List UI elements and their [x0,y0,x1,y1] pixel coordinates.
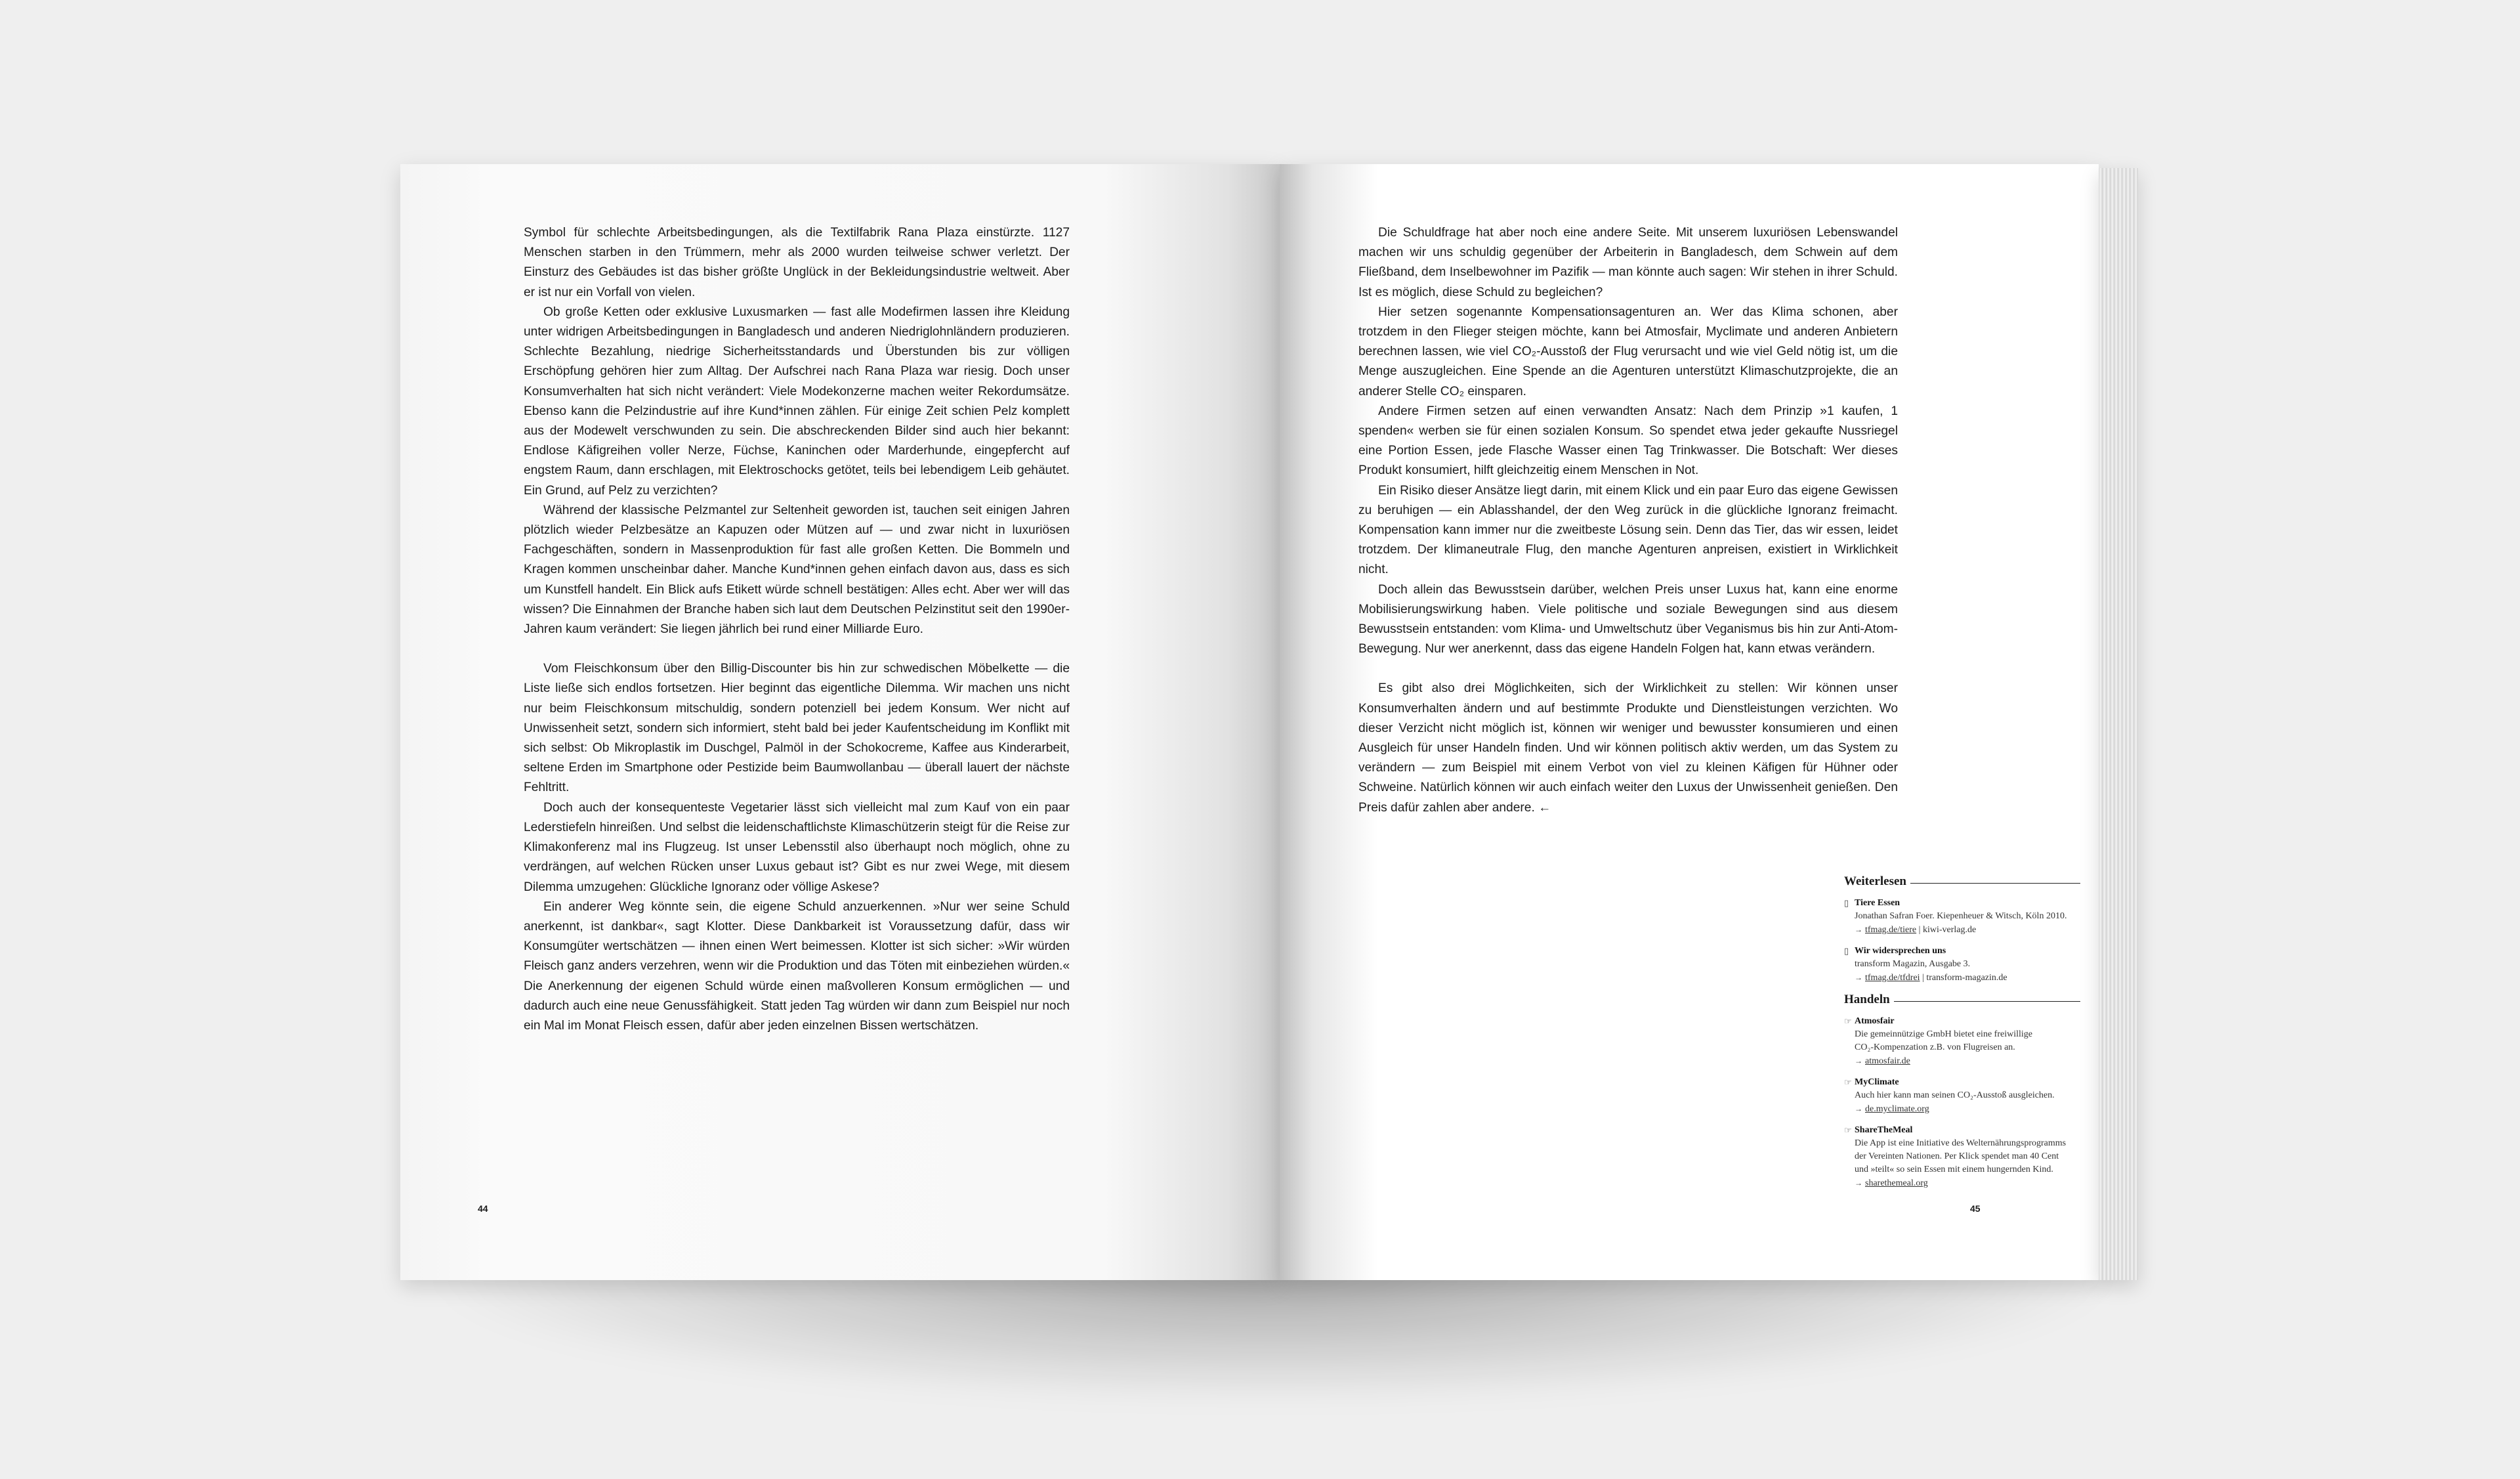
paragraph: Hier setzen sogenannte Kompensationsagenturen an. Wer das Klima schonen, aber trotzdem in den Flieger steigen möchte, kann bei Atmosfair, Myclimate und anderen Anbietern berechnen lassen, wie viel CO₂-Ausstoß der Flug verursacht und wie viel Geld nötig ist, um die Menge auszugleichen. Eine Spende an die Agenturen unterstützt Klimaschutzprojekte, die an anderer Stelle CO₂ einsparen. [1358,305,1898,398]
right-page [1280,164,2099,1280]
arrow-icon: → [1855,973,1862,982]
page-edges [2099,168,2138,1280]
hand-icon: ☞ [1844,1016,1852,1026]
arrow-icon: → [1855,1104,1862,1113]
paragraph: Es gibt also drei Möglichkeiten, sich der Wirklichkeit zu stellen: Wir können unser Konsumverhalten ändern und auf bestimmte Produkte und Dienstleistungen verzichten. Wo dieser Verzicht nicht möglich ist, können wir weniger und bewusster konsumieren und einen Ausgleich für unser Handeln finden. Und wir können politisch aktiv werden, um das System zu verändern — zum Beispiel mit einem Verbot von viel zu kleinen Käfigen für Hühner oder Schweine. Natürlich können wir auch einfach weiter den Luxus der Unwissenheit genießen. Den Preis dafür zahlen aber andere. ← [1358,681,1898,815]
sidebar-box [1844,874,2080,1198]
right-body-text [1358,223,1898,818]
left-body-text [524,223,1070,1036]
left-page [400,164,1280,1280]
page-number-right: 45 [1970,1203,1981,1214]
book-icon: ▯ [1844,946,1849,956]
open-book [400,164,2146,1280]
book-icon: ▯ [1844,898,1849,908]
action-entry: ☞ MyClimate Auch hier kann man seinen CO₂-Ausstoß ausgleichen. → de.myclimate.org [1844,1077,2055,1114]
paragraph: Doch allein das Bewusstsein darüber, welchen Preis unser Luxus hat, kann eine enorme Mobilisierungswirkung haben. Viele politische und soziale Bewegungen sind aus diesem Bewusstsein entstanden: vom Klima- und Umweltschutz über Veganismus bis hin zur Anti-Atom-Bewegung. Nur wer anerkennt, dass das eigene Handeln Folgen hat, kann etwas verändern. [1358,582,1898,656]
hand-icon: ☞ [1844,1077,1852,1087]
reading-link[interactable]: tfmag.de/tiere [1865,925,1917,935]
action-entry: ☞ ShareTheMeal Die App ist eine Initiative des Welternährungsprogramms der Vereinten Nationen. Per Klick spendet man 40 Cent und »teilt« so sein Essen mit einem hungernden Kind. → sharethemeal.org [1844,1125,2067,1188]
page-number-left: 44 [478,1203,488,1214]
action-link[interactable]: de.myclimate.org [1865,1104,1929,1114]
paragraph: Vom Fleischkonsum über den Billig-Discounter bis hin zur schwedischen Möbelkette — die Liste ließe sich endlos fortsetzen. Hier beginnt das eigentliche Dilemma. Wir machen uns nicht nur beim Fleischkonsum mitschuldig, sondern potenziell bei jedem Konsum. Wer nicht auf Unwissenheit setzt, sondern sich informiert, steht bald bei jeder Kaufentscheidung im Konflikt mit sich selbst: Ob Mikroplastik im Duschgel, Palmöl in der Schokocreme, Kaffee aus Kinderarbeit, seltene Erden im Smartphone oder Pestizide beim Baumwollanbau — überall lauert der nächste Fehltritt. [524,662,1070,795]
handeln-heading: Handeln [1844,993,2080,1007]
arrow-icon: → [1855,1056,1862,1065]
hand-icon: ☞ [1844,1125,1852,1135]
paragraph: Während der klassische Pelzmantel zur Seltenheit geworden ist, tauchen seit einigen Jahren plötzlich wieder Pelzbesätze an Kapuzen oder Mützen auf — und zwar nicht in luxuriösen Fachgeschäften, sondern in Massenproduktion für fast alle großen Ketten. Die Bommeln und Kragen kommen unscheinbar daher. Manche Kund*innen gehen einfach davon aus, dass es sich um Kunstfell handelt. Ein Blick aufs Etikett würde schnell bestätigen: Alles echt. Aber wer will das wissen? Die Einnahmen der Branche haben sich laut dem Deutschen Pelzinstitut seit den 1990er-Jahren kaum verändert: Sie liegen jährlich bei rund einer Milliarde Euro. [524,503,1070,637]
action-link[interactable]: atmosfair.de [1865,1056,1910,1066]
paragraph: Doch auch der konsequenteste Vegetarier lässt sich vielleicht mal zum Kauf von ein paar Lederstiefeln hinreißen. Und selbst die leidenschaftlichste Klimaschützerin steigt für die Reise zur Klimakonferenz mal ins Flugzeug. Ist unser Lebensstil also überhaupt noch möglich, ohne zu verdrängen, auf welchen Rücken unser Luxus gebaut ist? Gibt es nur zwei Wege, mit diesem Dilemma umzugehen: Glückliche Ignoranz oder völlige Askese? [524,800,1070,894]
action-link[interactable]: sharethemeal.org [1865,1178,1928,1188]
paragraph: Andere Firmen setzen auf einen verwandten Ansatz: Nach dem Prinzip »1 kaufen, 1 spenden« werben sie für einen sozialen Konsum. So spendet etwa jeder gekaufte Nussriegel eine Portion Essen, jede Flasche Wasser einen Tag Trinkwasser. Die Botschaft: Wer dieses Produkt konsumiert, hilft gleichzeitig einem Menschen in Not. [1358,404,1898,478]
action-entry: ☞ Atmosfair Die gemeinnützige GmbH bietet eine freiwillige CO₂-Kompenzation z.B. von Flugreisen an. → atmosfair.de [1844,1016,2032,1066]
paragraph: Ein anderer Weg könnte sein, die eigene Schuld anzuerkennen. »Nur wer seine Schuld anerkennt, ist dankbar«, sagt Klotter. Diese Dankbarkeit ist Voraussetzung dafür, dass wir Konsumgüter wertschätzen — ihnen einen Wert beimessen. Klotter ist sich sicher: »Wir würden Fleisch ganz anders verzehren, wenn wir die Produktion und das Töten mit einbeziehen würden.« Die Anerkennung der eigenen Schuld würde einen maßvolleren Konsum ermöglichen — und dadurch auch eine neue Genussfähigkeit. Statt jeden Tag würden wir dann zum Beispiel nur noch ein Mal im Monat Fleisch essen, dafür aber jeden einzelnen Bissen wertschätzen. [524,899,1070,1033]
reading-link[interactable]: tfmag.de/tfdrei [1865,973,1920,983]
paragraph: Symbol für schlechte Arbeitsbedingungen, als die Textilfabrik Rana Plaza einstürzte. 1127 Menschen starben in den Trümmern, mehr als 2000 wurden teilweise schwer verletzt. Der Einsturz des Gebäudes ist das bisher größte Unglück in der Bekleidungsindustrie weltweit. Aber er ist nur ein Vorfall von vielen. [524,226,1070,299]
paragraph: Ein Risiko dieser Ansätze liegt darin, mit einem Klick und ein paar Euro das eigene Gewissen zu beruhigen — ein Ablasshandel, der den Weg zurück in die glückliche Ignoranz freimacht. Kompensation kann immer nur die zweitbeste Lösung sein. Denn das Tier, das wir essen, leidet trotzdem. Der klimaneutrale Flug, den manche Agenturen anpreisen, existiert in Wirklichkeit nicht. [1358,483,1898,577]
reading-entry: ▯ Wir widersprechen uns transform Magazin, Ausgabe 3. → tfmag.de/tfdrei | transform-magazin.de [1844,946,2007,983]
arrow-icon: → [1855,925,1862,934]
arrow-icon: → [1855,1178,1862,1188]
weiterlesen-heading: Weiterlesen [1844,874,2080,889]
paragraph: Ob große Ketten oder exklusive Luxusmarken — fast alle Modefirmen lassen ihre Kleidung unter widrigen Arbeitsbedingungen in Bangladesch und anderen Niedriglohnländern produzieren. Schlechte Bezahlung, niedrige Sicherheitsstandards und Überstunden bis zur völligen Erschöpfung gehören hier zum Alltag. Der Aufschrei nach Rana Plaza war riesig. Doch unser Konsumverhalten hat sich nicht verändert: Viele Modekonzerne machen weiter Rekordumsätze. Ebenso kann die Pelzindustrie auf ihre Kund*innen zählen. Für einige Zeit schien Pelz komplett aus der Modewelt verschwunden zu sein. Die abschreckenden Bilder sind auch hier bekannt: Endlose Käfigreihen voller Nerze, Füchse, Kaninchen oder Marderhunde, eingepfercht auf engstem Raum, dann erschlagen, mit Elektroschocks getötet, teils bei lebendigem Leib gehäutet. Ein Grund, auf Pelz zu verzichten? [524,305,1070,498]
reading-entry: ▯ Tiere Essen Jonathan Safran Foer. Kiepenheuer & Witsch, Köln 2010. → tfmag.de/tiere | kiwi-verlag.de [1844,898,2067,935]
paragraph: Die Schuldfrage hat aber noch eine andere Seite. Mit unserem luxuriösen Lebenswandel machen wir uns schuldig gegenüber der Arbeiterin in Bangladesch, dem Schwein auf dem Fließband, dem Inselbewohner im Pazifik — man könnte auch sagen: Wir stehen in ihrer Schuld. Ist es möglich, diese Schuld zu begleichen? [1358,226,1898,299]
